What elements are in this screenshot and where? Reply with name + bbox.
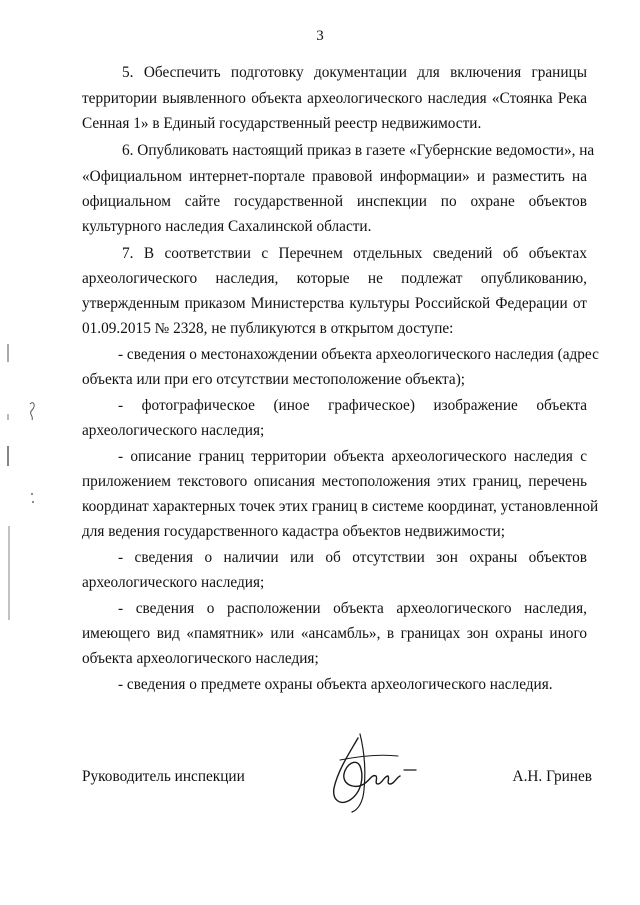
dash-item-5-line-1: - сведения о расположении объекта археологического наследия, <box>118 600 587 617</box>
dash-item-2-line-1: - фотографическое (иное графическое) изображение объекта <box>118 397 587 414</box>
dash-item-5-line-3: объекта археологического наследия; <box>82 650 319 667</box>
item-6-line-1: 6. Опубликовать настоящий приказ в газете «Губернские ведомости», на <box>122 142 595 159</box>
dash-item-3-line-4: для ведения государственного кадастра объектов недвижимости; <box>82 523 505 540</box>
dash-item-6-line-1: - сведения о предмете охраны объекта археологического наследия. <box>118 676 553 693</box>
signatory-position: Руководитель инспекции <box>82 768 245 785</box>
dash-item-4-line-2: археологического наследия; <box>82 574 265 591</box>
item-5-line-2: территории выявленного объекта археологического наследия «Стоянка Река <box>82 90 587 107</box>
item-7-line-4: 01.09.2015 № 2328, не публикуются в открытом доступе: <box>82 320 454 337</box>
dash-item-3-line-3: координат характерных точек этих границ в системе координат, установленной <box>82 498 599 515</box>
dash-item-4-line-1: - сведения о наличии или об отсутствии зон охраны объектов <box>118 549 587 566</box>
item-7-line-3: утвержденным приказом Министерства культуры Российской Федерации от <box>82 295 587 312</box>
item-5-line-1: 5. Обеспечить подготовку документации для включения границы <box>122 64 587 81</box>
dash-item-1-line-2: объекта или при его отсутствии местоположение объекта); <box>82 371 466 388</box>
item-5-line-3: Сенная 1» в Единый государственный реестр недвижимости. <box>82 115 482 132</box>
item-7-line-1: 7. В соответствии с Перечнем отдельных сведений об объектах <box>122 245 587 262</box>
item-6-line-4: культурного наследия Сахалинской области. <box>82 218 372 235</box>
handwritten-signature <box>320 730 430 815</box>
dash-item-1-line-1: - сведения о местонахождении объекта археологического наследия (адрес <box>118 346 599 363</box>
scan-margin-marks <box>0 330 40 630</box>
signatory-name: А.Н. Гринев <box>512 768 592 785</box>
page-number: 3 <box>316 28 324 44</box>
dash-item-3-line-1: - описание границ территории объекта археологического наследия с <box>118 448 587 465</box>
dash-item-5-line-2: имеющего вид «памятник» или «ансамбль», в границах зон охраны иного <box>82 625 587 642</box>
item-6-line-2: «Официальном интернет-портале правовой информации» и разместить на <box>82 168 587 185</box>
dash-item-3-line-2: приложением текстового описания местоположения этих границ, перечень <box>82 473 587 490</box>
item-7-line-2: археологического наследия, которые не подлежат опубликованию, <box>82 270 587 287</box>
dash-item-2-line-2: археологического наследия; <box>82 422 265 439</box>
item-6-line-3: официальном сайте государственной инспекции по охране объектов <box>82 193 587 210</box>
